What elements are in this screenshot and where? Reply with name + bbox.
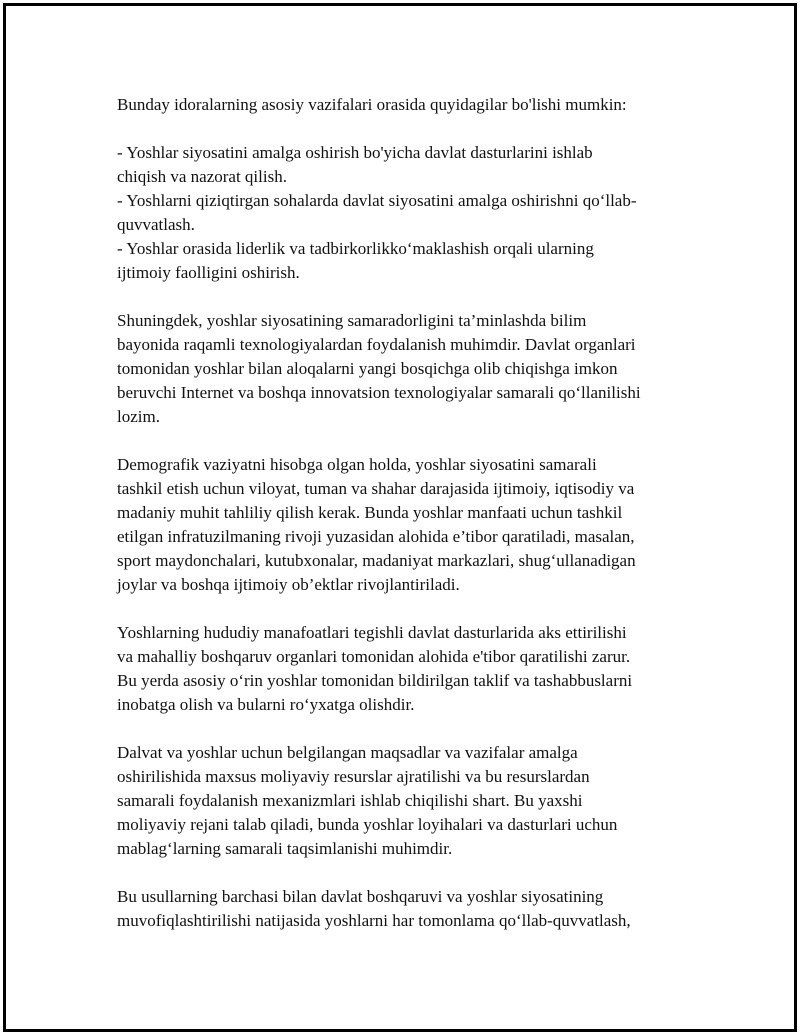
text-line: beruvchi Internet va boshqa innovatsion texnologiyalar samarali qo‘llanilishi: [117, 383, 641, 402]
paragraph-digital-technologies: [117, 309, 697, 429]
list-item-line: quvvatlash.: [117, 215, 195, 234]
bullet-list: [117, 141, 697, 285]
text-line: Bu usullarning barchasi bilan davlat boshqaruvi va yoshlar siyosatining: [117, 887, 604, 906]
text-line: moliyaviy rejani talab qiladi, bunda yoshlar loyihalari va dasturlari uchun: [117, 815, 618, 834]
text-line: bayonida raqamli texnologiyalardan foydalanish muhimdir. Davlat organlari: [117, 335, 636, 354]
text-line: Yoshlarning hududiy manafoatlari tegishli davlat dasturlarida aks ettirilishi: [117, 623, 627, 642]
paragraph-financial-resources: [117, 741, 697, 861]
text-line: Demografik vaziyatni hisobga olgan holda, yoshlar siyosatini samarali: [117, 455, 597, 474]
text-line: Bunday idoralarning asosiy vazifalari orasida quyidagilar bo'lishi mumkin:: [117, 95, 627, 114]
document-body: [117, 93, 697, 957]
intro-paragraph: [117, 93, 697, 117]
text-line: inobatga olish va bularni ro‘yxatga olishdir.: [117, 695, 415, 714]
text-line: madaniy muhit tahliliy qilish kerak. Bunda yoshlar manfaati uchun tashkil: [117, 503, 623, 522]
list-item-line: - Yoshlar siyosatini amalga oshirish bo'yicha davlat dasturlarini ishlab: [117, 143, 593, 162]
text-line: mablag‘larning samarali taqsimlanishi muhimdir.: [117, 839, 453, 858]
list-item-line: - Yoshlar orasida liderlik va tadbirkorlikko‘maklashish orqali ularning: [117, 239, 594, 258]
text-line: sport maydonchalari, kutubxonalar, madaniyat markazlari, shug‘ullanadigan: [117, 551, 636, 570]
text-line: lozim.: [117, 407, 160, 426]
list-item-line: - Yoshlarni qiziqtirgan sohalarda davlat siyosatini amalga oshirishni qo‘llab-: [117, 191, 637, 210]
text-line: oshirilishida maxsus moliyaviy resurslar ajratilishi va bu resurslardan: [117, 767, 590, 786]
text-line: joylar va boshqa ijtimoiy ob’ektlar rivojlantiriladi.: [117, 575, 460, 594]
text-line: va mahalliy boshqaruv organlari tomonidan alohida e'tibor qaratilishi zarur.: [117, 647, 631, 666]
text-line: samarali foydalanish mexanizmlari ishlab chiqilishi shart. Bu yaxshi: [117, 791, 583, 810]
text-line: tomonidan yoshlar bilan aloqalarni yangi bosqichga olib chiqishga imkon: [117, 359, 618, 378]
text-line: tashkil etish uchun viloyat, tuman va shahar darajasida ijtimoiy, iqtisodiy va: [117, 479, 635, 498]
paragraph-demographic: [117, 453, 697, 597]
text-line: Dalvat va yoshlar uchun belgilangan maqsadlar va vazifalar amalga: [117, 743, 578, 762]
list-item-line: ijtimoiy faolligini oshirish.: [117, 263, 300, 282]
text-line: Shuningdek, yoshlar siyosatining samaradorligini ta’minlashda bilim: [117, 311, 587, 330]
text-line: etilgan infratuzilmaning rivoji yuzasidan alohida e’tibor qaratiladi, masalan,: [117, 527, 635, 546]
list-item-line: chiqish va nazorat qilish.: [117, 167, 287, 186]
text-line: Bu yerda asosiy o‘rin yoshlar tomonidan bildirilgan taklif va tashabbuslarni: [117, 671, 633, 690]
text-line: muvofiqlashtirilishi natijasida yoshlarni har tomonlama qo‘llab-quvvatlash,: [117, 911, 631, 930]
paragraph-regional-interests: [117, 621, 697, 717]
paragraph-conclusion: [117, 885, 697, 933]
